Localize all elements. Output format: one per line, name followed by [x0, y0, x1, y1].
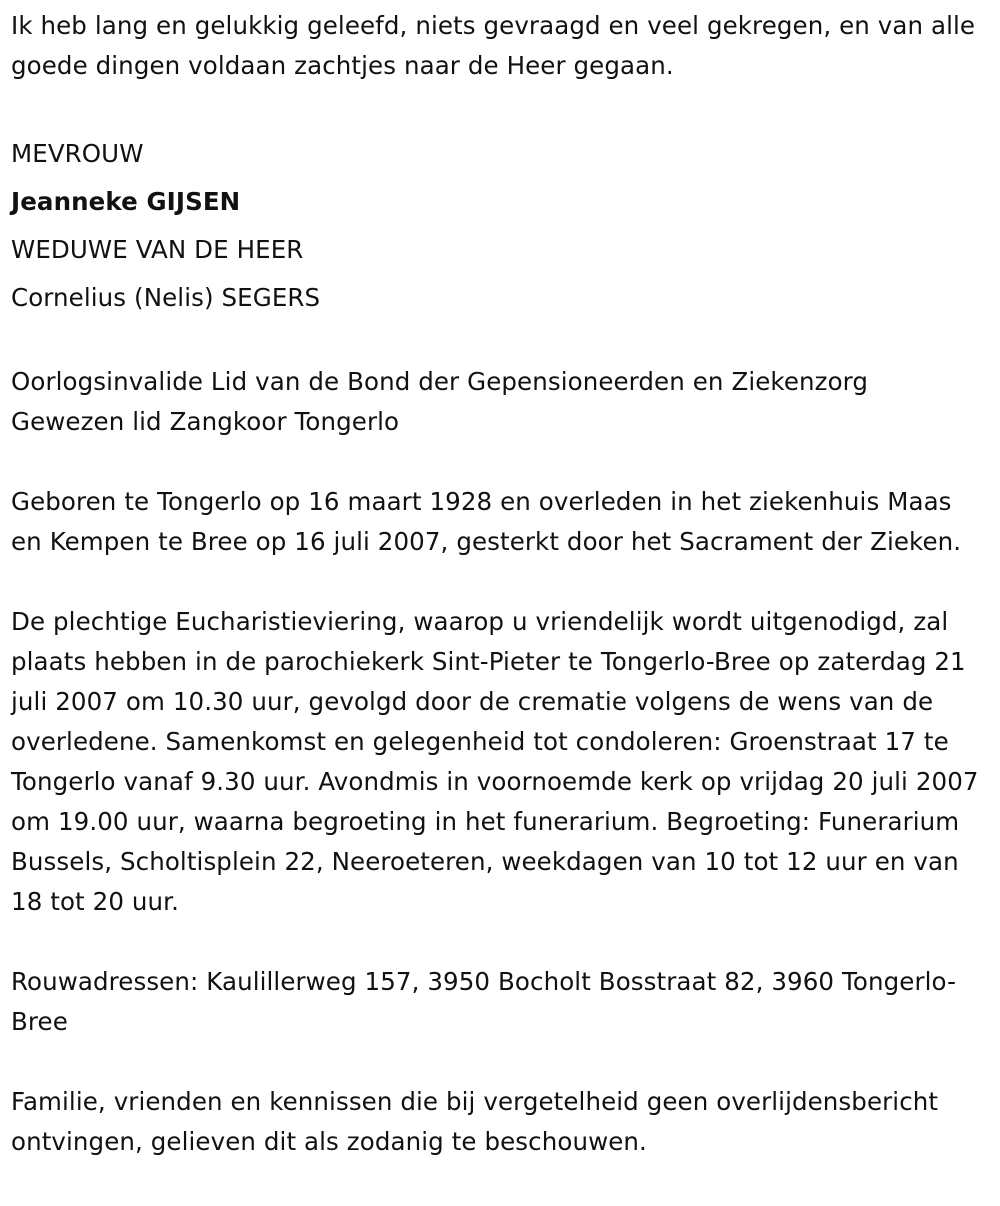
honorific: MEVROUW — [11, 139, 144, 168]
spacer — [11, 86, 989, 126]
intro-text: Ik heb lang en gelukkig geleefd, niets gevraagd en veel gekregen, en van alle goede dingen voldaan zachtjes naar de Heer gegaan. — [11, 11, 976, 80]
name-block — [11, 130, 989, 322]
spacer — [11, 1042, 989, 1082]
mourning-addresses: Rouwadressen: Kaulillerweg 157, 3950 Bocholt Bosstraat 82, 3960 Tongerlo-Bree — [11, 967, 957, 1036]
closing-text: Familie, vrienden en kennissen die bij vergetelheid geen overlijdensbericht ontvingen, gelieven dit als zodanig te beschouwen. — [11, 1087, 939, 1156]
spacer — [11, 442, 989, 482]
death-notice — [11, 6, 989, 1162]
spacer — [11, 562, 989, 602]
spouse-name: Cornelius (Nelis) SEGERS — [11, 283, 321, 312]
deceased-name: Jeanneke GIJSEN — [11, 187, 241, 216]
affiliation-line: Gewezen lid Zangkoor Tongerlo — [11, 407, 400, 436]
birth-death-text: Geboren te Tongerlo op 16 maart 1928 en overleden in het ziekenhuis Maas en Kempen te Bree op 16 juli 2007, gesterkt door het Sacrament der Zieken. — [11, 487, 962, 556]
spacer — [11, 322, 989, 362]
ceremony-text: De plechtige Eucharistieviering, waarop u vriendelijk wordt uitgenodigd, zal plaats hebben in de parochiekerk Sint-Pieter te Tongerlo-Bree op zaterdag 21 juli 2007 om 10.30 uur, gevolgd door de crematie volgens de wens van de overledene. Samenkomst en gelegenheid tot condoleren: Groenstraat 17 te Tongerlo vanaf 9.30 uur. Avondmis in voornoemde kerk op vrijdag 20 juli 2007 om 19.00 uur, waarna begroeting in het funerarium. Begroeting: Funerarium Bussels, Scholtisplein 22, Neeroeteren, weekdagen van 10 tot 12 uur en van 18 tot 20 uur. — [11, 607, 979, 916]
affiliation-line: Oorlogsinvalide Lid van de Bond der Gepensioneerden en Ziekenzorg — [11, 367, 869, 396]
spacer — [11, 922, 989, 962]
relation-line: WEDUWE VAN DE HEER — [11, 235, 304, 264]
